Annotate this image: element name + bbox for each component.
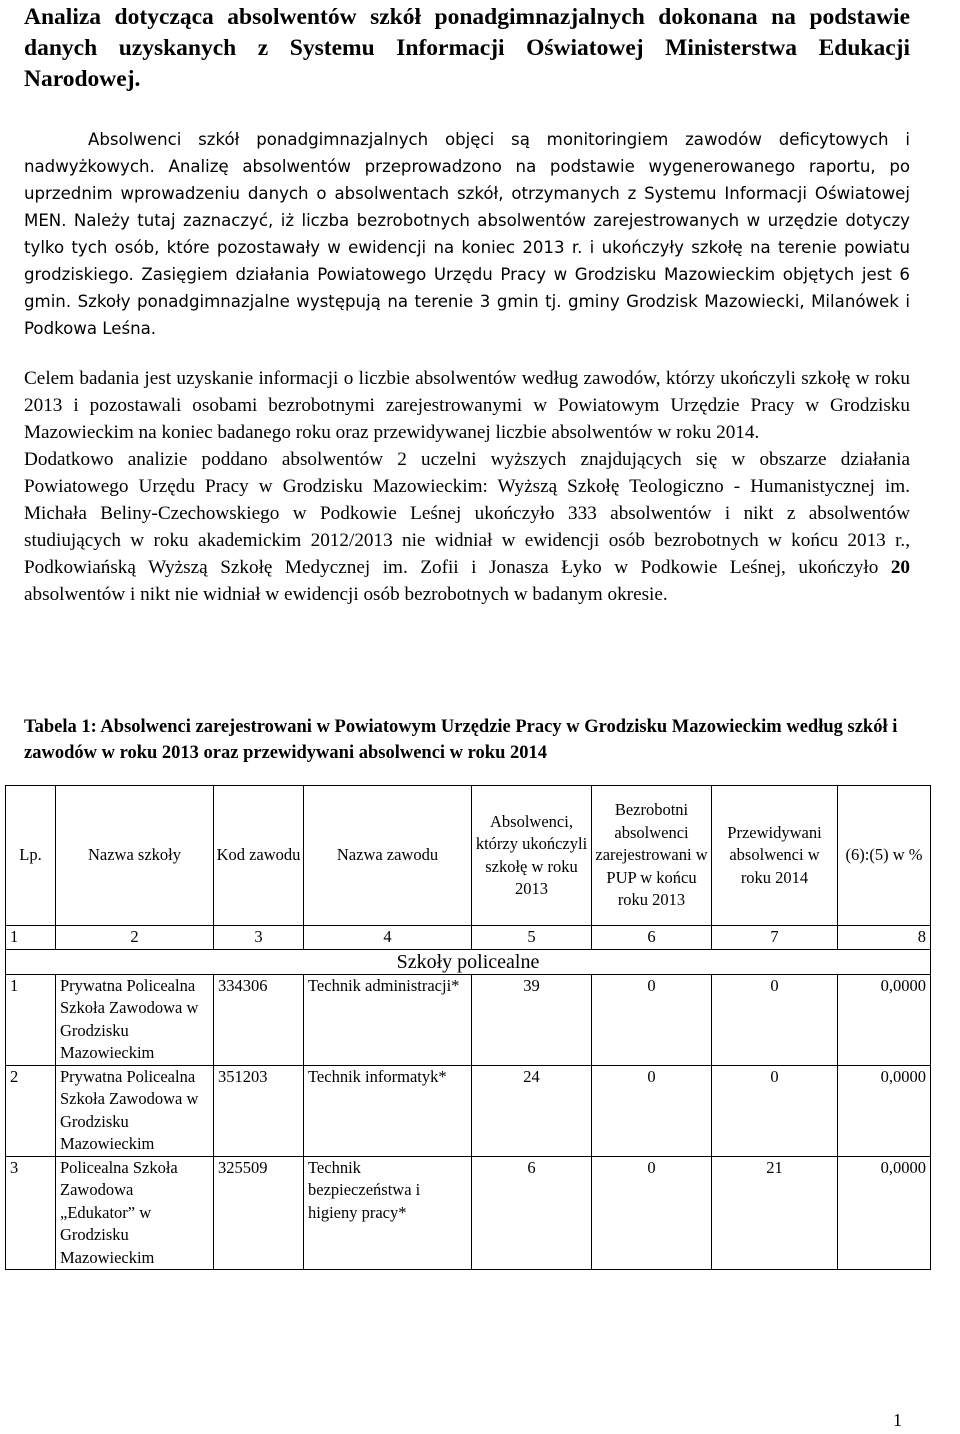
header-lp: Lp. bbox=[6, 786, 56, 926]
cell-lp: 1 bbox=[6, 974, 56, 1065]
cell-school: Prywatna Policealna Szkoła Zawodowa w Grodzisku Mazowieckim bbox=[56, 974, 214, 1065]
cell-profession: Technik bezpieczeństwa i higieny pracy* bbox=[304, 1156, 472, 1270]
cell-ratio: 0,0000 bbox=[838, 1156, 931, 1270]
cell-unemployed: 0 bbox=[592, 1156, 712, 1270]
column-number: 2 bbox=[56, 926, 214, 950]
column-number: 1 bbox=[6, 926, 56, 950]
cell-code: 351203 bbox=[214, 1065, 304, 1156]
cell-lp: 2 bbox=[6, 1065, 56, 1156]
cell-graduates: 6 bbox=[472, 1156, 592, 1270]
intro-paragraph: Absolwenci szkół ponadgimnazjalnych objęci są monitoringiem zawodów deficytowych i nadwyżkowych. Analizę absolwentów przeprowadzono na podstawie wygenerowanego raportu, po uprzednim wprowadzeniu danych o absolwentach szkół, otrzymanych z Systemu Informacji Oświatowej MEN. Należy tutaj zaznaczyć, iż liczba bezrobotnych absolwentów zarejestrowanych w urzędzie dotyczy tylko tych osób, które pozostawały w ewidencji na koniec 2013 r. i ukończyły szkołę na terenie powiatu grodziskiego. Zasięgiem działania Powiatowego Urzędu Pracy w Grodzisku Mazowieckim objętych jest 6 gmin. Szkoły ponadgimnazjalne występują na terenie 3 gmin tj. gminy Grodzisk Mazowiecki, Milanówek i Podkowa Leśna. bbox=[24, 130, 910, 338]
page-number: 1 bbox=[893, 1410, 902, 1430]
header-graduates-2013: Absolwenci, którzy ukończyli szkołę w roku 2013 bbox=[472, 786, 592, 926]
extra-paragraph-start: Dodatkowo analizie poddano absolwentów 2 uczelni wyższych znajdujących się w obszarze działania Powiatowego Urzędu Pracy w Grodzisku Mazowieckim: Wyższą Szkołę Teologiczno - Humanistycznej im. Michała Beliny-Czechowskiego w Podkowie Leśnej ukończyło 333 absolwentów i nikt z absolwentów studiujących w roku akademickim 2012/2013 nie widniał w ewidencji osób bezrobotnych w końcu 2013 r., Podkowiańską Wyższą Szkołę Medycznej im. Zofii i Jonasza Łyko w Podkowie Leśnej, ukończyło bbox=[24, 449, 910, 578]
header-profession-name: Nazwa zawodu bbox=[304, 786, 472, 926]
section-row bbox=[6, 949, 931, 974]
document-title: Analiza dotycząca absolwentów szkół ponadgimnazjalnych dokonana na podstawie danych uzyskanych z Systemu Informacji Oświatowej Ministerstwa Edukacji Narodowej. bbox=[24, 4, 910, 92]
table-row bbox=[6, 974, 931, 1065]
column-number: 4 bbox=[304, 926, 472, 950]
header-expected-2014: Przewidywani absolwenci w roku 2014 bbox=[712, 786, 838, 926]
table-row bbox=[6, 1156, 931, 1270]
table-row bbox=[6, 1065, 931, 1156]
cell-ratio: 0,0000 bbox=[838, 974, 931, 1065]
cell-code: 325509 bbox=[214, 1156, 304, 1270]
cell-lp: 3 bbox=[6, 1156, 56, 1270]
cell-unemployed: 0 bbox=[592, 1065, 712, 1156]
cell-graduates: 39 bbox=[472, 974, 592, 1065]
cell-profession: Technik informatyk* bbox=[304, 1065, 472, 1156]
intro-text bbox=[24, 126, 910, 342]
column-number: 3 bbox=[214, 926, 304, 950]
column-number: 6 bbox=[592, 926, 712, 950]
table-header-row bbox=[6, 786, 931, 926]
extra-paragraph bbox=[24, 446, 910, 608]
goal-and-extra-text bbox=[24, 365, 910, 608]
column-number-row bbox=[6, 926, 931, 950]
column-number: 8 bbox=[838, 926, 931, 950]
header-profession-code: Kod zawodu bbox=[214, 786, 304, 926]
table-caption: Tabela 1: Absolwenci zarejestrowani w Powiatowym Urzędzie Pracy w Grodzisku Mazowieckim według szkół i zawodów w roku 2013 oraz przewidywani absolwenci w roku 2014 bbox=[24, 717, 898, 763]
cell-ratio: 0,0000 bbox=[838, 1065, 931, 1156]
cell-school: Prywatna Policealna Szkoła Zawodowa w Grodzisku Mazowieckim bbox=[56, 1065, 214, 1156]
cell-profession: Technik administracji* bbox=[304, 974, 472, 1065]
column-number: 5 bbox=[472, 926, 592, 950]
section-title: Szkoły policealne bbox=[6, 949, 931, 974]
cell-expected: 0 bbox=[712, 974, 838, 1065]
cell-expected: 0 bbox=[712, 1065, 838, 1156]
header-ratio: (6):(5) w % bbox=[838, 786, 931, 926]
cell-graduates: 24 bbox=[472, 1065, 592, 1156]
header-unemployed-2013: Bezrobotni absolwenci zarejestrowani w PUP w końcu roku 2013 bbox=[592, 786, 712, 926]
extra-paragraph-bold-number: 20 bbox=[890, 557, 910, 578]
extra-paragraph-end: absolwentów i nikt nie widniał w ewidencji osób bezrobotnych w badanym okresie. bbox=[24, 584, 668, 605]
column-number: 7 bbox=[712, 926, 838, 950]
goal-paragraph: Celem badania jest uzyskanie informacji o liczbie absolwentów według zawodów, którzy ukończyli szkołę w roku 2013 i pozostawali osobami bezrobotnymi zarejestrowanymi w Powiatowym Urzędzie Pracy w Grodzisku Mazowieckim na koniec badanego roku oraz przewidywanej liczbie absolwentów w roku 2014. bbox=[24, 368, 910, 443]
graduates-table bbox=[5, 785, 931, 1270]
cell-unemployed: 0 bbox=[592, 974, 712, 1065]
header-school-name: Nazwa szkoły bbox=[56, 786, 214, 926]
cell-school: Policealna Szkoła Zawodowa „Edukator” w Grodzisku Mazowieckim bbox=[56, 1156, 214, 1270]
cell-code: 334306 bbox=[214, 974, 304, 1065]
cell-expected: 21 bbox=[712, 1156, 838, 1270]
